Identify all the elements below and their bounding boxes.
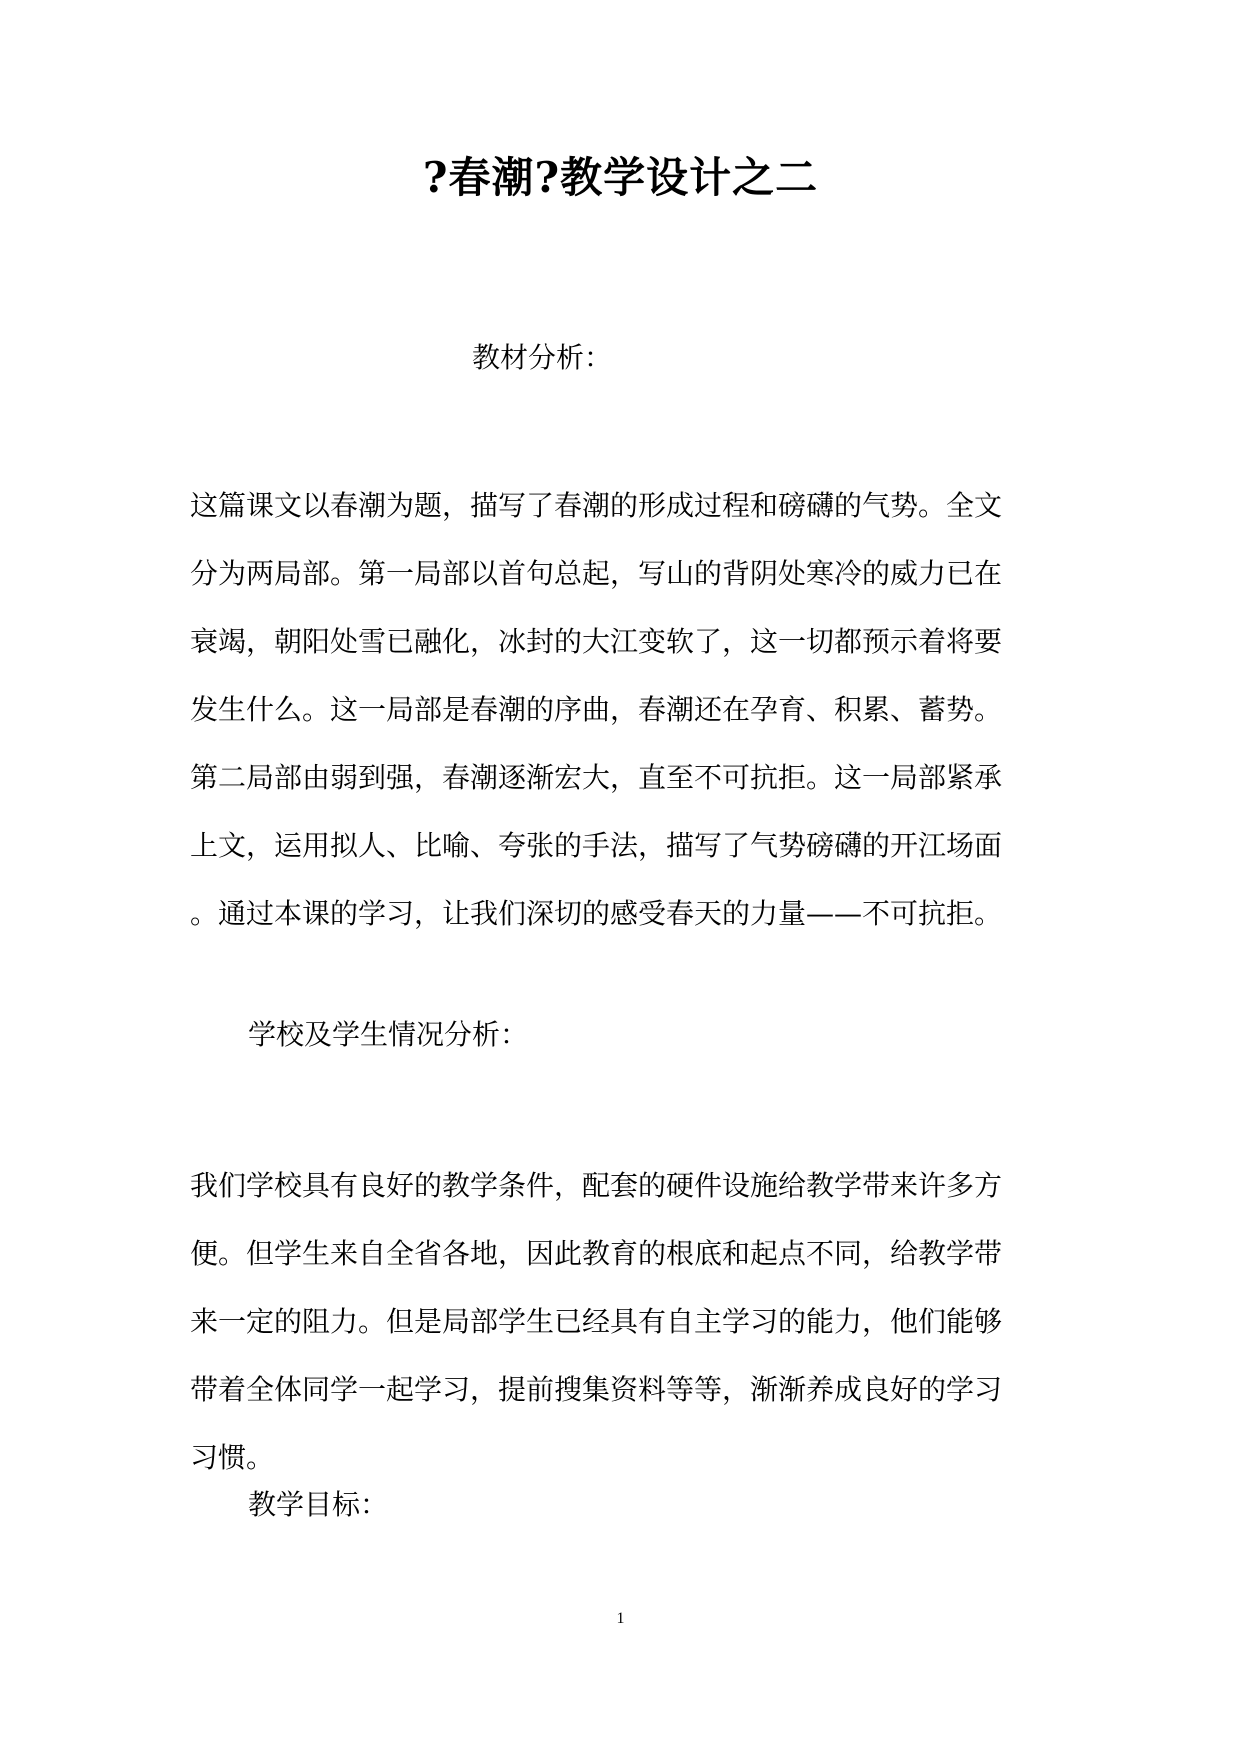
- section-heading-teaching-goals: 教学目标：: [248, 1488, 389, 1521]
- paragraph-line: 第二局部由弱到强，春潮逐渐宏大，直至不可抗拒。这一局部紧承: [190, 761, 1003, 794]
- paragraph-line: 带着全体同学一起学习，提前搜集资料等等，渐渐养成良好的学习: [190, 1373, 1003, 1406]
- page-number: 1: [616, 1610, 625, 1627]
- paragraph-line: 我们学校具有良好的教学条件，配套的硬件设施给教学带来许多方: [190, 1169, 1003, 1202]
- paragraph-line: 。通过本课的学习，让我们深切的感受春天的力量——不可抗拒。: [190, 897, 1003, 930]
- paragraph-line: 这篇课文以春潮为题，描写了春潮的形成过程和磅礴的气势。全文: [190, 489, 1003, 522]
- paragraph-school-students: [190, 1152, 1042, 1492]
- section-heading-school-students: 学校及学生情况分析：: [248, 1018, 529, 1051]
- paragraph-line: 习惯。: [190, 1441, 275, 1474]
- paragraph-line: 便。但学生来自全省各地，因此教育的根底和起点不同，给教学带: [190, 1237, 1003, 1270]
- paragraph-line: 来一定的阻力。但是局部学生已经具有自主学习的能力，他们能够: [190, 1305, 1003, 1338]
- section-heading-materials: 教材分析：: [472, 341, 613, 374]
- paragraph-line: 分为两局部。第一局部以首句总起，写山的背阴处寒冷的威力已在: [190, 557, 1003, 590]
- paragraph-line: 上文，运用拟人、比喻、夸张的手法，描写了气势磅礴的开江场面: [190, 829, 1003, 862]
- paragraph-line: 发生什么。这一局部是春潮的序曲，春潮还在孕育、积累、蓄势。: [190, 693, 1003, 726]
- document-title: ?春潮?教学设计之二: [422, 153, 819, 202]
- paragraph-line: 衰竭，朝阳处雪已融化，冰封的大江变软了，这一切都预示着将要: [190, 625, 1003, 658]
- paragraph-materials: [190, 472, 1042, 948]
